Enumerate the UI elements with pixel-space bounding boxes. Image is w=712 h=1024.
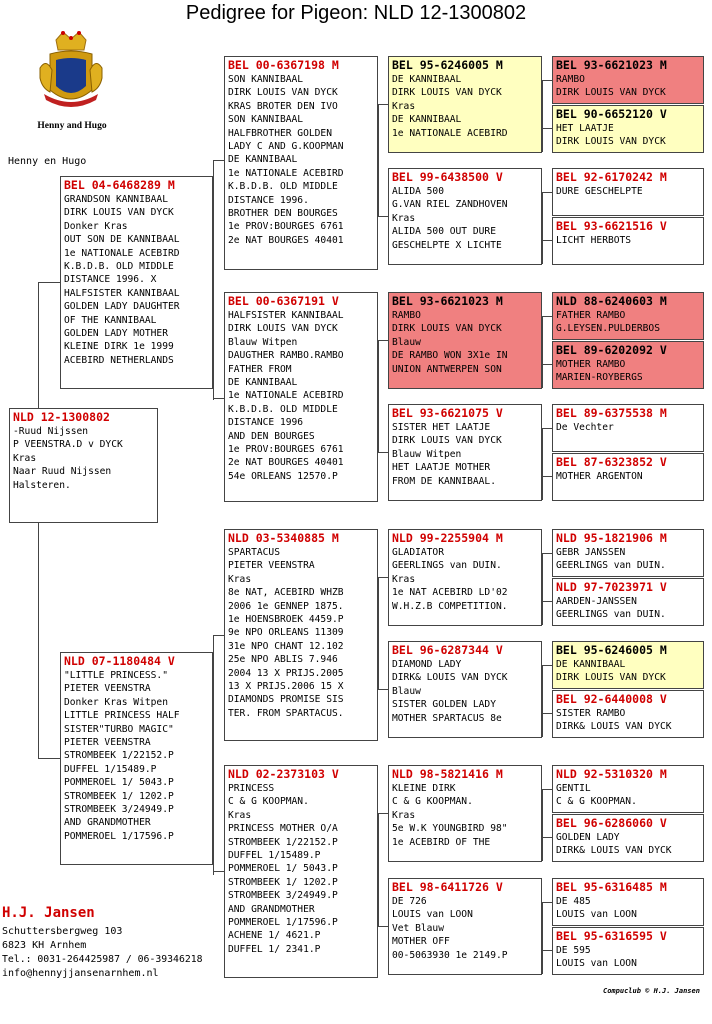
- pigeon-info-line: DIRK& LOUIS VAN DYCK: [392, 672, 508, 684]
- connector-line: [378, 689, 388, 690]
- pigeon-card-g3: [552, 168, 704, 216]
- connector-line: [542, 428, 552, 429]
- connector-line: [542, 240, 552, 241]
- connector-line: [213, 160, 224, 161]
- connector-line: [542, 364, 552, 365]
- pigeon-card-mm: [224, 765, 378, 978]
- pigeon-card-g16: [552, 927, 704, 975]
- connector-line: [378, 813, 388, 814]
- pigeon-info-line: Halsteren.: [13, 479, 71, 491]
- pigeon-info-line: C & G KOOPMAN.: [392, 796, 473, 808]
- pigeon-card-g9: [552, 529, 704, 577]
- pigeon-info-line: C & G KOOPMAN.: [556, 796, 637, 808]
- owner-phone: Tel.: 0031-264425987 / 06-39346218: [2, 954, 203, 965]
- pigeon-info-line: DISTANCE 1996: [228, 417, 304, 429]
- logo-caption: Henny and Hugo: [37, 121, 107, 131]
- pigeon-info-line: GESCHELPTE X LICHTE: [392, 239, 502, 251]
- pigeon-info-line: PRINCESS MOTHER O/A: [228, 823, 338, 835]
- connector-line: [542, 476, 552, 477]
- pigeon-info-line: ALIDA 500 OUT DURE: [392, 226, 496, 238]
- pigeon-info-line: BROTHER DEN BOURGES: [228, 208, 338, 220]
- pigeon-info-line: DIRK LOUIS VAN DYCK: [556, 136, 666, 148]
- pigeon-info-line: Kras: [228, 809, 252, 821]
- pigeon-info-line: PIETER VEENSTRA: [64, 737, 151, 749]
- pigeon-info-line: UNION ANTWERPEN SON: [392, 363, 502, 375]
- pigeon-info-line: Kras: [392, 100, 416, 112]
- pigeon-info-line: GEERLINGS van DUIN.: [392, 560, 502, 572]
- ring-number: BEL 95-6246005 M: [556, 643, 667, 657]
- pigeon-info-line: HET LAATJE: [556, 123, 614, 134]
- pigeon-info-line: GOLDEN LADY DAUGHTER: [64, 301, 180, 313]
- ring-number: NLD 95-1821906 M: [556, 531, 667, 545]
- connector-line: [38, 282, 60, 283]
- pigeon-info-line: RAMBO: [392, 310, 421, 321]
- pigeon-info-line: G.LEYSEN.PULDERBOS: [556, 323, 660, 335]
- pigeon-card-mother: [60, 652, 213, 865]
- pigeon-info-line: SON KANNIBAAL: [228, 74, 304, 85]
- ring-number: NLD 98-5821416 M: [392, 767, 503, 781]
- pigeon-card-g11: [552, 641, 704, 689]
- pigeon-card-g10: [552, 578, 704, 626]
- pigeon-info-line: HALFSISTER KANNIBAAL: [64, 287, 180, 299]
- connector-line: [542, 80, 543, 152]
- pigeon-info-line: POMMEROEL 1/17596.P: [228, 917, 338, 929]
- logo: [36, 30, 106, 122]
- pigeon-info-line: De Vechter: [556, 422, 614, 433]
- ring-number: BEL 93-6621075 V: [392, 406, 503, 420]
- connector-line: [378, 577, 388, 578]
- connector-line: [542, 553, 552, 554]
- connector-line: [213, 871, 224, 872]
- connector-line: [378, 104, 379, 216]
- pigeon-info-line: MOTHER ARGENTON: [556, 471, 643, 482]
- pigeon-info-line: 2e NAT BOURGES 40401: [228, 234, 344, 246]
- pigeon-info-line: Donker Kras Witpen: [64, 696, 168, 708]
- pigeon-info-line: K.B.D.B. OLD MIDDLE: [64, 261, 174, 273]
- pigeon-card-mmf: [388, 765, 542, 862]
- pigeon-info-line: SISTER HET LAATJE: [392, 422, 491, 433]
- pigeon-info-line: OF THE KANNIBAAL: [64, 314, 157, 326]
- pigeon-info-line: SPARTACUS: [228, 547, 280, 558]
- ring-number: NLD 97-7023971 V: [556, 580, 667, 594]
- pigeon-card-g13: [552, 765, 704, 813]
- pigeon-card-mf: [224, 529, 378, 741]
- connector-line: [378, 340, 379, 452]
- pigeon-info-line: Blauw: [392, 685, 421, 697]
- connector-line: [378, 813, 379, 926]
- pigeon-info-line: POMMEROEL 1/ 5043.P: [64, 777, 174, 789]
- pigeon-info-line: Donker Kras: [64, 220, 128, 232]
- ring-number: NLD 88-6240603 M: [556, 294, 667, 308]
- pigeon-card-g1: [552, 56, 704, 104]
- owner-address: Schuttersbergweg 103: [2, 926, 123, 937]
- pigeon-info-line: Kras: [392, 809, 416, 821]
- pigeon-info-line: SISTER GOLDEN LADY: [392, 699, 496, 711]
- pigeon-info-line: AARDEN-JANSSEN: [556, 596, 637, 607]
- pigeon-info-line: DISTANCE 1996. X: [64, 274, 157, 286]
- connector-line: [213, 635, 224, 636]
- pigeon-info-line: GRANDSON KANNIBAAL: [64, 194, 168, 205]
- connector-line: [542, 192, 543, 264]
- ring-number: NLD 07-1180484 V: [64, 654, 175, 668]
- pigeon-info-line: KRAS BROTER DEN IVO: [228, 100, 338, 112]
- pigeon-info-line: 31e NPO CHANT 12.102: [228, 640, 344, 652]
- pigeon-info-line: DIRK LOUIS VAN DYCK: [556, 87, 666, 99]
- crown-lions-crest-icon: [36, 30, 106, 122]
- ring-number: BEL 95-6246005 M: [392, 58, 503, 72]
- connector-line: [542, 665, 552, 666]
- pigeon-info-line: K.B.D.B. OLD MIDDLE: [228, 181, 338, 193]
- pigeon-info-line: 54e ORLEANS 12570.P: [228, 470, 338, 482]
- pigeon-card-ffm: [388, 168, 542, 265]
- pigeon-info-line: HET LAATJE MOTHER: [392, 462, 491, 474]
- pigeon-info-line: PRINCESS: [228, 783, 275, 794]
- pigeon-info-line: "LITTLE PRINCESS.": [64, 670, 168, 681]
- pigeon-info-line: Kras: [228, 573, 252, 585]
- pigeon-info-line: LICHT HERBOTS: [556, 235, 632, 246]
- pigeon-info-line: 1e PROV:BOURGES 6761: [228, 221, 344, 233]
- ring-number: BEL 90-6652120 V: [556, 107, 667, 121]
- pigeon-info-line: TER. FROM SPARTACUS.: [228, 707, 344, 719]
- pigeon-info-line: Vet Blauw: [392, 922, 444, 934]
- pigeon-info-line: LOUIS van LOON: [556, 958, 637, 970]
- pigeon-info-line: Kras: [392, 212, 416, 224]
- pigeon-info-line: PIETER VEENSTRA: [64, 683, 151, 695]
- pigeon-info-line: STROMBEEK 1/22152.P: [64, 750, 174, 762]
- pigeon-info-line: 1e NATIONALE ACEBIRD: [228, 390, 344, 402]
- ring-number: BEL 93-6621023 M: [556, 58, 667, 72]
- connector-line: [542, 713, 552, 714]
- ring-number: BEL 87-6323852 V: [556, 455, 667, 469]
- ring-number: NLD 03-5340885 M: [228, 531, 339, 545]
- connector-line: [38, 523, 39, 758]
- connector-line: [38, 758, 60, 759]
- ring-number: BEL 89-6202092 V: [556, 343, 667, 357]
- pigeon-info-line: GOLDEN LADY MOTHER: [64, 328, 168, 340]
- pigeon-info-line: AND GRANDMOTHER: [228, 903, 315, 915]
- pigeon-info-line: DUFFEL 1/ 2341.P: [228, 943, 321, 955]
- pigeon-info-line: DE 595: [556, 945, 591, 956]
- pigeon-info-line: W.H.Z.B COMPETITION.: [392, 600, 508, 612]
- pigeon-card-mfm: [388, 641, 542, 738]
- pigeon-info-line: 13 X PRIJS.2006 15 X: [228, 681, 344, 693]
- ring-number: NLD 99-2255904 M: [392, 531, 503, 545]
- ring-number: NLD 92-5310320 M: [556, 767, 667, 781]
- pigeon-info-line: DIRK LOUIS VAN DYCK: [228, 87, 338, 99]
- pigeon-info-line: STROMBEEK 1/22152.P: [228, 836, 338, 848]
- pigeon-info-line: FROM DE KANNIBAAL.: [392, 475, 496, 487]
- connector-line: [378, 926, 388, 927]
- pigeon-info-line: DE KANNIBAAL: [392, 114, 462, 126]
- pigeon-info-line: STROMBEEK 1/ 1202.P: [228, 876, 338, 888]
- pigeon-info-line: STROMBEEK 3/24949.P: [228, 890, 338, 902]
- pigeon-card-mff: [388, 529, 542, 626]
- pigeon-info-line: FATHER RAMBO: [556, 310, 626, 321]
- pigeon-card-g8: [552, 453, 704, 501]
- pigeon-info-line: Kras: [13, 452, 37, 464]
- ring-number: BEL 93-6621023 M: [392, 294, 503, 308]
- pigeon-info-line: GENTIL: [556, 783, 591, 794]
- pigeon-info-line: GEBR JANSSEN: [556, 547, 626, 558]
- pigeon-info-line: ACHENE 1/ 4621.P: [228, 930, 321, 942]
- pigeon-info-line: Naar Ruud Nijssen: [13, 466, 112, 478]
- pigeon-info-line: 1e PROV:BOURGES 6761: [228, 444, 344, 456]
- pigeon-info-line: 8e NAT, ACEBIRD WHZB: [228, 587, 344, 599]
- pigeon-info-line: MOTHER OFF: [392, 936, 450, 948]
- connector-line: [542, 128, 552, 129]
- pigeon-info-line: 1e ACEBIRD OF THE: [392, 836, 491, 848]
- pigeon-info-line: SISTER"TURBO MAGIC": [64, 723, 174, 735]
- ring-number: BEL 92-6170242 M: [556, 170, 667, 184]
- ring-number: BEL 95-6316485 M: [556, 880, 667, 894]
- pigeon-info-line: DE 726: [392, 896, 427, 907]
- pigeon-info-line: HALFSISTER KANNIBAAL: [228, 310, 344, 321]
- connector-line: [213, 160, 214, 400]
- pigeon-info-line: MOTHER RAMBO: [556, 359, 626, 370]
- pigeon-info-line: P VEENSTRA.D v DYCK: [13, 439, 123, 451]
- connector-line: [378, 216, 388, 217]
- connector-line: [542, 902, 552, 903]
- pigeon-info-line: DE RAMBO WON 3X1e IN: [392, 350, 508, 362]
- pigeon-info-line: SON KANNIBAAL: [228, 114, 304, 126]
- connector-line: [542, 601, 552, 602]
- pigeon-info-line: G.VAN RIEL ZANDHOVEN: [392, 199, 508, 211]
- pigeon-card-g7: [552, 404, 704, 452]
- connector-line: [542, 837, 552, 838]
- pigeon-info-line: DE KANNIBAAL: [228, 154, 298, 166]
- pigeon-info-line: DIRK LOUIS VAN DYCK: [556, 672, 666, 684]
- pigeon-info-line: 2e NAT BOURGES 40401: [228, 457, 344, 469]
- pigeon-info-line: DE KANNIBAAL: [392, 74, 462, 85]
- pigeon-info-line: STROMBEEK 3/24949.P: [64, 804, 174, 816]
- pigeon-info-line: DIRK LOUIS VAN DYCK: [392, 323, 502, 335]
- pigeon-info-line: KLEINE DIRK 1e 1999: [64, 341, 174, 353]
- pigeon-info-line: LADY C AND G.KOOPMAN: [228, 141, 344, 153]
- pigeon-info-line: -Ruud Nijssen: [13, 426, 89, 437]
- pigeon-info-line: MOTHER SPARTACUS 8e: [392, 712, 502, 724]
- page-title: Pedigree for Pigeon: NLD 12-1300802: [185, 2, 527, 24]
- ring-number: BEL 92-6440008 V: [556, 692, 667, 706]
- pigeon-info-line: HALFBROTHER GOLDEN: [228, 127, 332, 139]
- owner-email: info@hennyjjansenarnhem.nl: [2, 968, 159, 979]
- pigeon-info-line: DIRK LOUIS VAN DYCK: [392, 87, 502, 99]
- pigeon-info-line: STROMBEEK 1/ 1202.P: [64, 790, 174, 802]
- pigeon-card-fm: [224, 292, 378, 502]
- pigeon-info-line: DIRK LOUIS VAN DYCK: [392, 435, 502, 447]
- pigeon-info-line: GEERLINGS van DUIN.: [556, 609, 666, 621]
- pigeon-info-line: 25e NPO ABLIS 7.946: [228, 654, 338, 666]
- owner-city: 6823 KH Arnhem: [2, 940, 87, 951]
- connector-line: [542, 789, 543, 861]
- pigeon-info-line: OUT SON DE KANNIBAAL: [64, 234, 180, 246]
- pigeon-info-line: GLADIATOR: [392, 547, 444, 558]
- pigeon-card-father: [60, 176, 213, 389]
- pigeon-info-line: 9e NPO ORLEANS 11309: [228, 627, 344, 639]
- connector-line: [542, 665, 543, 737]
- pigeon-info-line: DE KANNIBAAL: [228, 377, 298, 389]
- connector-line: [213, 635, 214, 875]
- ring-number: BEL 00-6367198 M: [228, 58, 339, 72]
- pigeon-info-line: 2004 13 X PRIJS.2005: [228, 667, 344, 679]
- connector-line: [542, 316, 552, 317]
- pigeon-info-line: RAMBO: [556, 74, 585, 85]
- ring-number: BEL 95-6316595 V: [556, 929, 667, 943]
- pigeon-info-line: AND GRANDMOTHER: [64, 817, 151, 829]
- pigeon-info-line: DISTANCE 1996.: [228, 194, 309, 206]
- pigeon-card-g12: [552, 690, 704, 738]
- connector-line: [378, 577, 379, 689]
- pigeon-info-line: Blauw Witpen: [392, 448, 462, 460]
- connector-line: [213, 398, 224, 399]
- pigeon-info-line: DE 485: [556, 896, 591, 907]
- connector-line: [542, 902, 543, 974]
- pigeon-card-g2: [552, 105, 704, 153]
- pigeon-info-line: KLEINE DIRK: [392, 783, 456, 794]
- connector-line: [542, 316, 543, 388]
- connector-line: [542, 80, 552, 81]
- connector-line: [542, 428, 543, 500]
- pigeon-card-g6: [552, 341, 704, 389]
- pigeon-info-line: DIAMONDS PROMISE SIS: [228, 694, 344, 706]
- pigeon-card-g4: [552, 217, 704, 265]
- pigeon-info-line: 5e W.K YOUNGBIRD 98": [392, 823, 508, 835]
- pigeon-card-fff: [388, 56, 542, 153]
- ring-number: BEL 93-6621516 V: [556, 219, 667, 233]
- connector-line: [542, 950, 552, 951]
- ring-number: BEL 99-6438500 V: [392, 170, 503, 184]
- pigeon-info-line: 1e NATIONALE ACEBIRD: [228, 167, 344, 179]
- pigeon-info-line: GOLDEN LADY: [556, 832, 620, 843]
- connector-line: [542, 553, 543, 625]
- ring-number: BEL 89-6375538 M: [556, 406, 667, 420]
- pigeon-card-fmf: [388, 292, 542, 389]
- pigeon-info-line: LITTLE PRINCESS HALF: [64, 710, 180, 722]
- pigeon-info-line: POMMEROEL 1/17596.P: [64, 830, 174, 842]
- pigeon-card-g15: [552, 878, 704, 926]
- pigeon-card-g14: [552, 814, 704, 862]
- pigeon-info-line: DIRK& LOUIS VAN DYCK: [556, 845, 672, 857]
- pigeon-info-line: ACEBIRD NETHERLANDS: [64, 354, 174, 366]
- pigeon-card-fmm: [388, 404, 542, 501]
- pigeon-info-line: SISTER RAMBO: [556, 708, 626, 719]
- owner-name: H.J. Jansen: [2, 905, 95, 921]
- connector-line: [542, 192, 552, 193]
- pigeon-info-line: 1e NATIONALE ACEBIRD: [392, 127, 508, 139]
- pigeon-info-line: PIETER VEENSTRA: [228, 560, 315, 572]
- pigeon-info-line: DIRK LOUIS VAN DYCK: [64, 207, 174, 219]
- ring-number: BEL 96-6287344 V: [392, 643, 503, 657]
- pigeon-card-ff: [224, 56, 378, 270]
- pigeon-info-line: POMMEROEL 1/ 5043.P: [228, 863, 338, 875]
- pigeon-info-line: K.B.D.B. OLD MIDDLE: [228, 403, 338, 415]
- pigeon-info-line: 1e HOENSBROEK 4459.P: [228, 614, 344, 626]
- pigeon-info-line: GEERLINGS van DUIN.: [556, 560, 666, 572]
- pigeon-info-line: Blauw Witpen: [228, 336, 298, 348]
- pigeon-info-line: DIRK& LOUIS VAN DYCK: [556, 721, 672, 733]
- pigeon-info-line: DIAMOND LADY: [392, 659, 462, 670]
- pigeon-info-line: 00-5063930 1e 2149.P: [392, 949, 508, 961]
- loft-name: Henny en Hugo: [8, 156, 87, 167]
- pigeon-info-line: DUFFEL 1/15489.P: [64, 763, 157, 775]
- pigeon-info-line: AND DEN BOURGES: [228, 430, 315, 442]
- ring-number: BEL 96-6286060 V: [556, 816, 667, 830]
- pigeon-info-line: 1e NAT ACEBIRD LD'02: [392, 587, 508, 599]
- pigeon-info-line: FATHER FROM: [228, 363, 292, 375]
- pigeon-info-line: DIRK LOUIS VAN DYCK: [228, 323, 338, 335]
- pigeon-card-g5: [552, 292, 704, 340]
- pigeon-info-line: LOUIS van LOON: [556, 909, 637, 921]
- connector-line: [542, 789, 552, 790]
- pigeon-info-line: Blauw: [392, 336, 421, 348]
- pigeon-info-line: LOUIS van LOON: [392, 909, 473, 921]
- pigeon-info-line: MARIEN-ROYBERGS: [556, 372, 643, 384]
- pigeon-info-line: DUFFEL 1/15489.P: [228, 850, 321, 862]
- pigeon-info-line: C & G KOOPMAN.: [228, 796, 309, 808]
- pigeon-info-line: ALIDA 500: [392, 186, 444, 197]
- footer-credit: Compuclub © H.J. Jansen: [603, 987, 700, 995]
- pigeon-info-line: DAUGTHER RAMBO.RAMBO: [228, 350, 344, 362]
- ring-number: BEL 00-6367191 V: [228, 294, 339, 308]
- connector-line: [38, 282, 39, 408]
- pigeon-card-subject: [9, 408, 158, 523]
- ring-number: BEL 98-6411726 V: [392, 880, 503, 894]
- connector-line: [378, 452, 388, 453]
- ring-number: NLD 12-1300802: [13, 410, 110, 424]
- pigeon-card-mmm: [388, 878, 542, 975]
- pigeon-info-line: 1e NATIONALE ACEBIRD: [64, 247, 180, 259]
- ring-number: NLD 02-2373103 V: [228, 767, 339, 781]
- pigeon-info-line: DE KANNIBAAL: [556, 659, 626, 670]
- pigeon-info-line: 2006 1e GENNEP 1875.: [228, 600, 344, 612]
- ring-number: BEL 04-6468289 M: [64, 178, 175, 192]
- connector-line: [378, 104, 388, 105]
- connector-line: [378, 340, 388, 341]
- pigeon-info-line: Kras: [392, 573, 416, 585]
- pigeon-info-line: DURE GESCHELPTE: [556, 186, 643, 197]
